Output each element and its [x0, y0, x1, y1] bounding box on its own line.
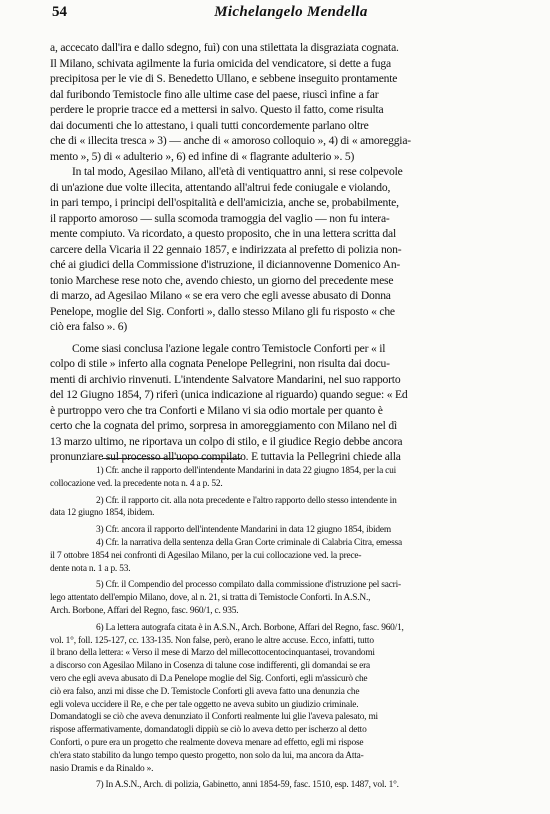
body-line: dai documenti che lo attestano, i quali tutti concordemente parlano oltre: [50, 118, 369, 132]
body-line: di marzo, ad Agesilao Milano « se era vero che egli avesse abusato di Donna: [50, 289, 391, 302]
body-line: ciò era falso ». 6): [50, 320, 127, 333]
footnote-line: data 12 giugno 1854, ibidem.: [50, 508, 155, 519]
body-line: di un'azione due volte illecita, attentando all'altrui fede coniugale e violando,: [50, 180, 391, 194]
footnote-line: ciò era falso, anzi mi disse che D. Temistocle Conforti gli aveva fatto una denunzia che: [50, 686, 360, 697]
footnote-separator: [102, 458, 242, 459]
footnote-line: 2) Cfr. il rapporto cit. alla nota precedente e l'altro rapporto dello stesso intendente in: [96, 495, 397, 506]
footnote-line: 7) In A.S.N., Arch. di polizia, Gabinetto, anni 1854-59, fasc. 1510, esp. 1487, vol. 1°.: [96, 780, 399, 791]
footnote-line: dente nota n. 1 a p. 53.: [50, 563, 131, 574]
body-line: pronunziare sul processo all'uopo compilato. E tuttavia la Pellegrini chiede alla: [50, 450, 401, 463]
body-line: menti di archivio rinvenuti. L'intendente Salvatore Mandarini, nel suo rapporto: [50, 372, 401, 386]
footnote-line: vol. 1°, foll. 125-127, cc. 133-135. Non false, però, erano le altre accuse. Ecco, infatti, tutto: [50, 635, 374, 646]
footnote-line: il 7 ottobre 1854 nei confronti di Agesilao Milano, per la cui collocazione ved. la prece-: [50, 550, 362, 561]
footnote-line: 6) La lettera autografa citata è in A.S.N., Arch. Borbone, Affari del Regno, fasc. 960/1,: [96, 622, 404, 633]
footnote-line: egli voleva uccidere il Re, e che per tale oggetto ne aveva subito un giudizio criminale.: [50, 699, 359, 710]
footnote-line: rispose affermativamente, domandatogli dippiù se ciò lo aveva detto per ischerzo al detto: [50, 725, 367, 736]
footnote-line: vero che egli aveva abusato di D.a Penelope moglie del Sig. Conforti, egli m'assicurò che: [50, 673, 368, 684]
body-line: tonio Marchese rese noto che, avendo chiesto, un giorno del precedente mese: [50, 273, 394, 287]
footnote-line: lego attentato dell'empio Milano, dove, al n. 21, si tratta di Temistocle Conforti. In A.S.N.,: [50, 593, 371, 604]
footnote-line: il brano della lettera: « Verso il mese di Marzo del millecottocentocinquantasei, trovandomi: [50, 648, 375, 659]
body-line: carcere della Vicaria il 22 gennaio 1857, e indirizzata al prefetto di polizia non-: [50, 242, 402, 256]
body-line: colpo di stile » inferto alla cognata Penelope Pellegrini, non risulta dai docu-: [50, 357, 390, 370]
body-line: precipitosa per le vie di S. Benedetto Ullano, e sebbene inseguito prontamente: [50, 72, 398, 85]
footnote-line: Arch. Borbone, Affari del Regno, fasc. 960/1, c. 935.: [50, 605, 239, 616]
body-line: mento », 5) di « adulterio », 6) ed infine di « flagrante adulterio ». 5): [50, 149, 355, 163]
body-line: Come siasi conclusa l'azione legale contro Temistocle Conforti per « il: [72, 341, 386, 355]
footnote-line: 5) Cfr. il Compendio del processo compilato dalla commissione d'istruzione pel sacri-: [96, 580, 401, 591]
footnotes: [50, 465, 540, 792]
body-line: Il Milano, schivata agilmente la furia omicida del vendicatore, si dette a fuga: [50, 56, 391, 70]
footnote-line: nasio Dramis e da Rinaldo ».: [50, 763, 154, 774]
body-line: In tal modo, Agesilao Milano, all'età di ventiquattro anni, si rese colpevole: [72, 165, 403, 178]
footnote-line: a discorso con Agesilao Milano in Cosenza di talune cose indifferenti, gli domandai se era: [50, 661, 371, 672]
footnote-line: ch'era stato stabilito da lungo tempo questo progetto, non solo da lui, ma ancora da Atta-: [50, 750, 364, 761]
body-line: perdere le proprie tracce ed a mettersi in salvo. Questo il fatto, come risulta: [50, 103, 384, 116]
footnote-line: collocazione ved. la precedente nota n. 4 a p. 52.: [50, 478, 223, 489]
footnote-line: 3) Cfr. ancora il rapporto dell'intendente Mandarini in data 12 giugno 1854, ibidem: [96, 525, 391, 536]
body-line: mente compiuto. Va ricordato, a questo proposito, che in una lettera scritta dal: [50, 227, 396, 240]
body-line: che di « illecita tresca » 3) — anche di « amoroso colloquio », 4) di « amoreggia-: [50, 134, 411, 147]
body-line: dal furibondo Temistocle fino alle ultime case del paese, riuscì infine a far: [50, 87, 379, 101]
footnote-line: 4) Cfr. la narrativa della sentenza della Gran Corte criminale di Calabria Citra, emessa: [96, 537, 402, 548]
body-text: [50, 40, 540, 465]
body-line: ché ai giudici della Commissione d'istruzione, il diciannovenne Domenico An-: [50, 258, 401, 271]
body-line: del 12 Giugno 1854, 7) riferì (unica indicazione al riguardo) quando segue: « Ed: [50, 388, 408, 401]
body-line: Penelope, moglie del Sig. Conforti », dallo stesso Milano gli fu risposto « che: [50, 304, 395, 318]
body-line: il rapporto amoroso — sulla scomoda tramoggia del vaglio — non fu intera-: [50, 211, 390, 225]
footnote-line: 1) Cfr. anche il rapporto dell'intendente Mandarini in data 22 giugno 1854, per la cui: [96, 466, 397, 476]
page-header: [52, 4, 530, 26]
body-line: 13 marzo ultimo, ne riportava un colpo di stilo, e il giudice Regio debbe ancora: [50, 434, 403, 448]
footnote-line: Domandatogli se ciò che aveva denunziato il Conforti realmente lui glie l'aveva palesato, mi: [50, 712, 378, 723]
body-line: è purtroppo vero che tra Conforti e Milano vi sia odio mortale per quanto è: [50, 403, 383, 417]
body-line: a, accecato dall'ira e dallo sdegno, fuì) con una stilettata la disgraziata cognata.: [50, 41, 399, 54]
body-line: certo che la cognata del primo, sorpresa in amoreggiamento con Milano nel dì: [50, 419, 397, 432]
body-line: in pari tempo, i principi dell'ospitalità e dell'amicizia, anche se, probabilmente,: [50, 196, 399, 209]
footnote-line: Conforti, o pure era un progetto che realmente doveva menare ad effetto, egli mi rispose: [50, 737, 364, 748]
running-title: Michelangelo Mendella: [214, 4, 368, 20]
page-number: 54: [52, 4, 67, 20]
